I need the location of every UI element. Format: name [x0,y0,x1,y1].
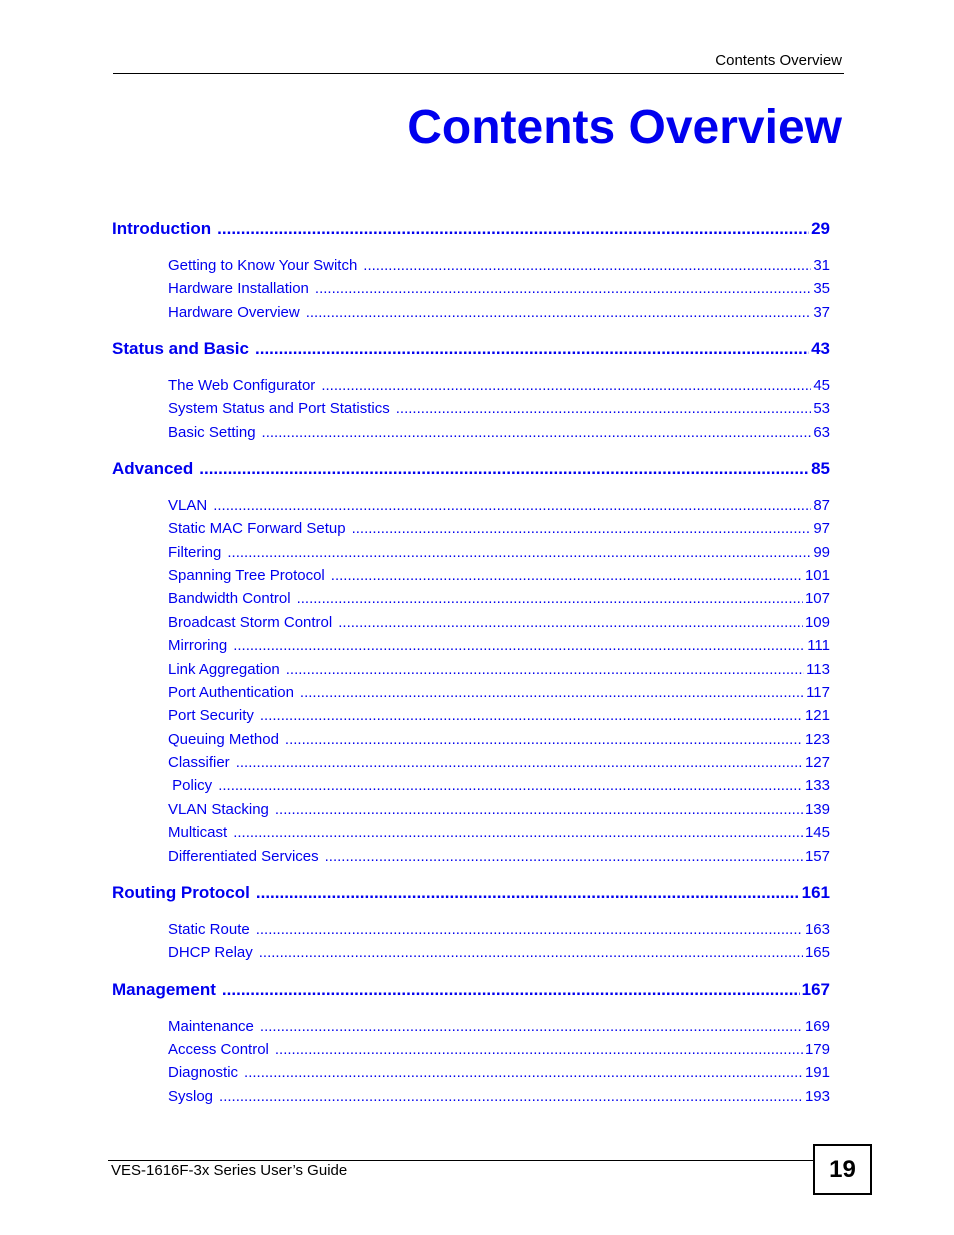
toc-page-number: 165 [804,944,830,961]
toc-entry[interactable] [168,1088,830,1108]
toc-entry[interactable] [168,731,830,751]
toc-page-number: 133 [804,777,830,794]
toc-entry-label: Syslog [168,1088,214,1105]
toc-page-number: 87 [813,497,830,514]
toc-page-number: 85 [811,459,830,478]
toc-section-management[interactable] [112,980,830,1002]
toc-section-label: Routing Protocol [112,883,250,902]
toc-page-number: 191 [804,1064,830,1081]
toc-entry-label: Link Aggregation [168,661,280,678]
toc-entry[interactable] [168,257,830,277]
toc-page-number: 43 [811,339,830,358]
toc-entry-label: Port Authentication [168,684,294,701]
toc-entry-label: Maintenance [168,1018,254,1035]
toc-leader-dots [315,280,811,297]
toc-page-number: 37 [813,304,830,321]
toc-entry[interactable] [168,661,830,681]
toc-page-number: 29 [811,219,830,238]
toc-leader-dots [260,1018,803,1035]
toc-entry[interactable] [168,754,830,774]
toc-entry-label: Basic Setting [168,424,256,441]
toc-entry[interactable] [168,824,830,844]
toc-page-number: 127 [804,754,830,771]
toc-leader-dots [222,980,800,1000]
toc-leader-dots [300,684,804,701]
toc-page-number: 161 [801,883,830,902]
toc-section-label: Status and Basic [112,339,249,358]
toc-page-number: 145 [804,824,830,841]
toc-entry-label: Filtering [168,544,222,561]
toc-page-number: 193 [804,1088,830,1105]
toc-entry[interactable] [168,520,830,540]
toc-leader-dots [321,377,811,394]
toc-section-status-and-basic[interactable] [112,339,830,361]
toc-entry[interactable] [168,707,830,727]
toc-entry[interactable] [168,590,830,610]
toc-leader-dots [260,707,803,724]
toc-entry-label: Port Security [168,707,254,724]
toc-entry-label: Bandwidth Control [168,590,291,607]
toc-page-number: 101 [804,567,830,584]
toc-entry[interactable] [168,497,830,517]
toc-leader-dots [325,848,803,865]
toc-leader-dots [297,590,803,607]
toc-leader-dots [217,219,809,239]
toc-leader-dots [256,883,800,903]
toc-entry-label: Getting to Know Your Switch [168,257,358,274]
toc-entry-label: Diagnostic [168,1064,239,1081]
toc-entry-label: VLAN [168,497,208,514]
toc-page-number: 109 [804,614,830,631]
running-header-title: Contents Overview [715,52,842,69]
toc-entry-label: VLAN Stacking [168,801,269,818]
toc-leader-dots [363,257,811,274]
toc-page-number: 107 [804,590,830,607]
toc-page-number: 45 [813,377,830,394]
toc-entry[interactable] [168,424,830,444]
toc-entry[interactable] [168,1041,830,1061]
toc-entry-label: Static MAC Forward Setup [168,520,346,537]
toc-page-number: 169 [804,1018,830,1035]
toc-entry-label: Access Control [168,1041,269,1058]
toc-leader-dots [286,661,804,678]
toc-entry-label: Policy [168,777,213,794]
toc-page-number: 139 [804,801,830,818]
toc-page-number: 117 [806,684,830,701]
toc-entry[interactable] [168,801,830,821]
toc-entry[interactable] [168,304,830,324]
toc-entry[interactable] [168,921,830,941]
toc-leader-dots [338,614,803,631]
toc-entry-label: Queuing Method [168,731,279,748]
toc-leader-dots [213,497,811,514]
toc-entry[interactable] [168,614,830,634]
toc-page-number: 179 [804,1041,830,1058]
toc-page-number: 63 [813,424,830,441]
toc-section-introduction[interactable] [112,219,830,241]
toc-entry[interactable] [168,637,830,657]
toc-entry[interactable] [168,280,830,300]
toc-leader-dots [275,801,803,818]
toc-section-label: Management [112,980,216,999]
toc-entry[interactable] [168,777,830,797]
toc-entry[interactable] [168,1064,830,1084]
toc-leader-dots [219,1088,803,1105]
page-number: 19 [829,1155,856,1183]
toc-leader-dots [255,339,809,359]
toc-leader-dots [275,1041,803,1058]
toc-leader-dots [396,400,812,417]
toc-leader-dots [306,304,812,321]
toc-entry[interactable] [168,544,830,564]
toc-entry[interactable] [168,567,830,587]
toc-page-number: 35 [813,280,830,297]
toc-entry[interactable] [168,377,830,397]
toc-entry-label: Hardware Installation [168,280,309,297]
toc-section-routing-protocol[interactable] [112,883,830,905]
toc-section-advanced[interactable] [112,459,830,481]
toc-entry-label: The Web Configurator [168,377,316,394]
toc-entry-label: System Status and Port Statistics [168,400,390,417]
toc-entry-label: Static Route [168,921,250,938]
footer-divider [108,1160,815,1161]
toc-entry-label: Hardware Overview [168,304,300,321]
toc-leader-dots [259,944,803,961]
toc-leader-dots [227,544,811,561]
toc-entry-label: Classifier [168,754,230,771]
toc-page-number: 123 [804,731,830,748]
toc-leader-dots [233,637,805,654]
toc-page-number: 99 [813,544,830,561]
toc-entry-label: DHCP Relay [168,944,253,961]
toc-entry[interactable] [168,848,830,868]
running-header [113,52,844,74]
toc-leader-dots [352,520,812,537]
toc-leader-dots [256,921,803,938]
toc-leader-dots [262,424,812,441]
toc-page-number: 111 [807,637,830,654]
toc-page-number: 167 [801,980,830,999]
toc-entry-label: Mirroring [168,637,228,654]
page-title: Contents Overview [407,101,842,154]
toc-entry-label: Broadcast Storm Control [168,614,333,631]
toc-leader-dots [244,1064,803,1081]
footer-guide-name: VES-1616F-3x Series User’s Guide [111,1162,348,1179]
toc-leader-dots [285,731,803,748]
toc-entry-label: Multicast [168,824,228,841]
toc-leader-dots [331,567,803,584]
toc-entry[interactable] [168,944,830,964]
toc-page-number: 157 [804,848,830,865]
toc-page-number: 31 [813,257,830,274]
toc-leader-dots [218,777,803,794]
toc-entry[interactable] [168,684,830,704]
toc-entry[interactable] [168,1018,830,1038]
toc-leader-dots [233,824,803,841]
toc-page-number: 121 [804,707,830,724]
toc-leader-dots [199,459,809,479]
toc-leader-dots [236,754,803,771]
toc-page-number: 163 [804,921,830,938]
toc-entry-label: Differentiated Services [168,848,319,865]
toc-section-label: Advanced [112,459,194,478]
page-number-box [813,1144,872,1195]
toc-section-label: Introduction [112,219,212,238]
toc-page-number: 97 [813,520,830,537]
toc-page-number: 113 [806,661,830,678]
toc-entry-label: Spanning Tree Protocol [168,567,325,584]
toc-entry[interactable] [168,400,830,420]
toc-page-number: 53 [813,400,830,417]
